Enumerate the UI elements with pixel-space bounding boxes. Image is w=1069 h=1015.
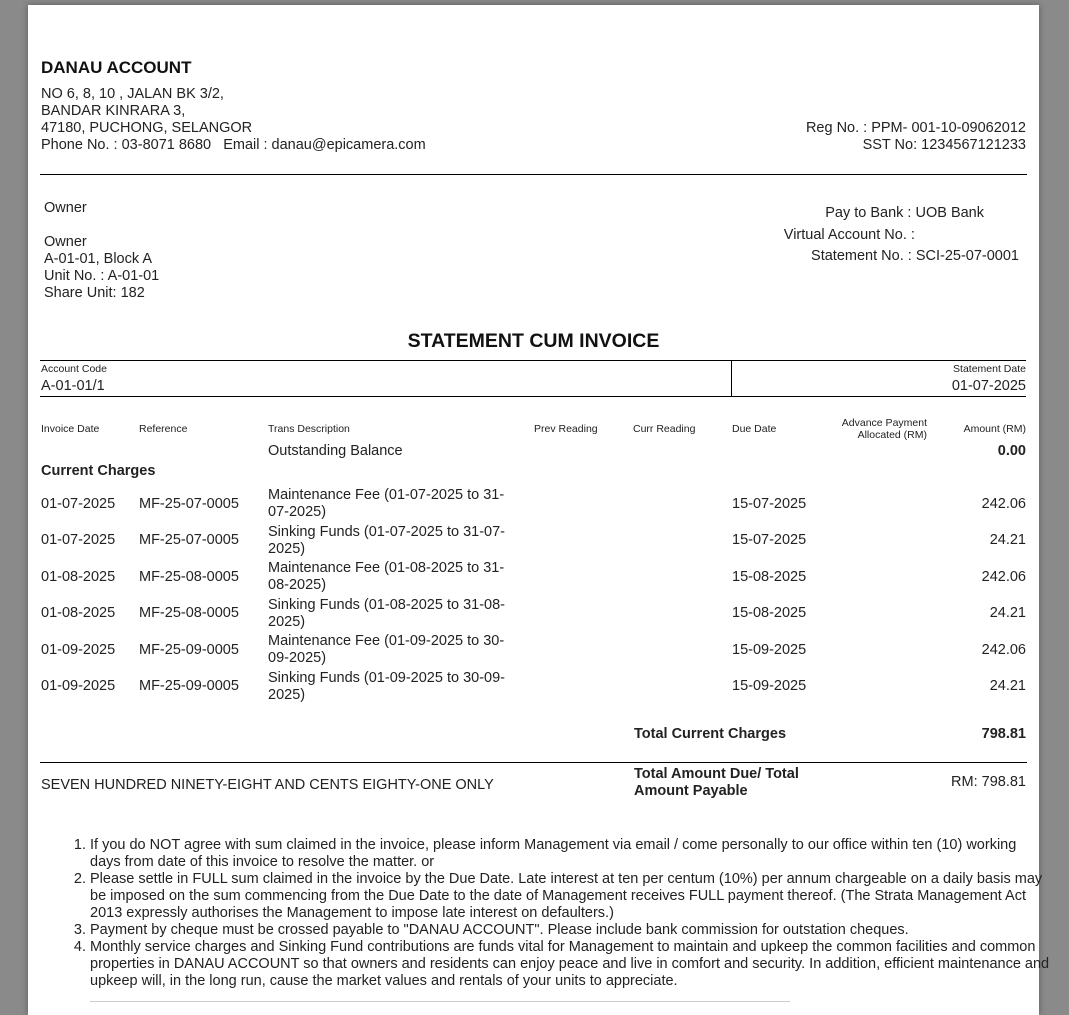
row-reference: MF-25-08-0005: [139, 569, 239, 585]
sst-no: SST No: 1234567121233: [862, 137, 1026, 153]
owner-name: Owner: [44, 234, 87, 250]
row-invoice-date: 01-09-2025: [41, 678, 116, 694]
row-description: Sinking Funds (01-08-2025 to 31-08- 2025): [268, 597, 505, 630]
company-name: DANAU ACCOUNT: [41, 58, 192, 77]
outstanding-balance-label: Outstanding Balance: [268, 443, 403, 459]
note-item: 4. Monthly service charges and Sinking Fund contributions are funds vital for Management to maintain and upkeep the common facilities and common properties in DANAU ACCOUNT so that owners and residents can enjoy peace and live in comfort and security. In addition, efficient maintenance and upkeep will, in the long run, cause the market values and rentals of your units to appreciate.: [90, 939, 1050, 990]
total-current-charges-value: 798.81: [981, 726, 1026, 742]
row-description: Maintenance Fee (01-07-2025 to 31- 07-2025): [268, 487, 505, 520]
row-invoice-date: 01-07-2025: [41, 532, 116, 548]
header-invoice-date: Invoice Date: [41, 423, 100, 435]
account-code-value: A-01-01/1: [41, 378, 105, 394]
amount-in-words: SEVEN HUNDRED NINETY-EIGHT AND CENTS EIGHTY-ONE ONLY: [41, 777, 494, 793]
row-due-date: 15-08-2025: [732, 569, 807, 585]
virtual-account: Virtual Account No. :: [783, 226, 927, 243]
header-amount: Amount (RM): [963, 423, 1026, 435]
row-due-date: 15-07-2025: [732, 532, 807, 548]
note-item: 2. Please settle in FULL sum claimed in the invoice by the Due Date. Late interest at ten per centum (10%) per annum chargeable on a daily basis may be imposed on the sum commencing from the Due Date to the date of Management receives FULL payment thereof. (The Strata Management Act 2013 expressly authorises the Management to impose late interest on defaulters.): [90, 871, 1050, 922]
owner-block: [44, 200, 159, 302]
owner-share-unit: Share Unit: 182: [44, 285, 145, 301]
address-line: NO 6, 8, 10 , JALAN BK 3/2,: [41, 86, 224, 102]
row-amount: 24.21: [989, 678, 1026, 694]
row-amount: 242.06: [981, 496, 1026, 512]
owner-address: A-01-01, Block A: [44, 251, 152, 267]
statement-no: Statement No. : SCI-25-07-0001: [811, 248, 1019, 264]
row-amount: 242.06: [981, 569, 1026, 585]
row-reference: MF-25-07-0005: [139, 496, 239, 512]
row-due-date: 15-07-2025: [732, 496, 807, 512]
header-advance-payment: Advance Payment Allocated (RM): [841, 417, 927, 441]
document-title: STATEMENT CUM INVOICE: [407, 330, 660, 352]
invoice-page: [28, 5, 1050, 1015]
current-charges-label: Current Charges: [41, 463, 156, 479]
footer-divider: [90, 1001, 790, 1002]
row-due-date: 15-09-2025: [732, 678, 807, 694]
row-amount: 242.06: [981, 642, 1026, 658]
row-reference: MF-25-09-0005: [139, 678, 239, 694]
row-invoice-date: 01-09-2025: [41, 642, 116, 658]
row-reference: MF-25-09-0005: [139, 642, 239, 658]
row-description: Maintenance Fee (01-09-2025 to 30- 09-2025): [268, 633, 505, 666]
company-address: [41, 86, 426, 154]
row-due-date: 15-09-2025: [732, 642, 807, 658]
row-description: Sinking Funds (01-09-2025 to 30-09- 2025): [268, 670, 505, 703]
bank-block: [784, 203, 1019, 268]
address-line: 47180, PUCHONG, SELANGOR: [41, 120, 253, 136]
total-amount-due-label: Total Amount Due/ Total Amount Payable: [634, 766, 799, 799]
row-invoice-date: 01-08-2025: [41, 569, 116, 585]
row-amount: 24.21: [989, 605, 1026, 621]
header-reference: Reference: [139, 423, 188, 435]
row-reference: MF-25-07-0005: [139, 532, 239, 548]
reg-no: Reg No. : PPM- 001-10-09062012: [805, 120, 1026, 136]
account-code-label: Account Code: [41, 363, 107, 375]
header-due-date: Due Date: [732, 423, 777, 435]
totals-divider: [40, 762, 1027, 763]
header-trans-description: Trans Description: [268, 423, 350, 435]
row-description: Sinking Funds (01-07-2025 to 31-07- 2025): [268, 524, 505, 557]
terms-notes: [72, 837, 1050, 990]
address-line: BANDAR KINRARA 3,: [41, 103, 186, 119]
registration-info: [806, 120, 1026, 154]
owner-label: Owner: [44, 200, 87, 216]
row-description: Maintenance Fee (01-08-2025 to 31- 08-2025): [268, 560, 505, 593]
row-invoice-date: 01-08-2025: [41, 605, 116, 621]
header-curr-reading: Curr Reading: [633, 423, 696, 435]
contact-line: Phone No. : 03-8071 8680 Email : danau@epicamera.com: [41, 137, 426, 153]
row-amount: 24.21: [989, 532, 1026, 548]
note-item: 1. If you do NOT agree with sum claimed in the invoice, please inform Management via email / come personally to our office within ten (10) working days from date of this invoice to resolve the matter. or: [90, 837, 1050, 871]
row-due-date: 15-08-2025: [732, 605, 807, 621]
outstanding-balance-amount: 0.00: [997, 443, 1026, 459]
statement-date-label: Statement Date: [953, 363, 1026, 375]
statement-date-value: 01-07-2025: [951, 378, 1026, 394]
total-current-charges-label: Total Current Charges: [634, 726, 787, 742]
total-amount-due-value: RM: 798.81: [951, 774, 1026, 790]
header-divider: [40, 174, 1027, 175]
note-item: 3. Payment by cheque must be crossed payable to "DANAU ACCOUNT". Please include bank commission for outstation cheques.: [90, 922, 1050, 939]
row-invoice-date: 01-07-2025: [41, 496, 116, 512]
pay-to-bank: Pay to Bank : UOB Bank: [825, 205, 984, 221]
row-reference: MF-25-08-0005: [139, 605, 239, 621]
account-box-divider: [731, 361, 732, 396]
owner-unit: Unit No. : A-01-01: [44, 268, 160, 284]
header-prev-reading: Prev Reading: [534, 423, 598, 435]
account-box: [40, 360, 1026, 397]
